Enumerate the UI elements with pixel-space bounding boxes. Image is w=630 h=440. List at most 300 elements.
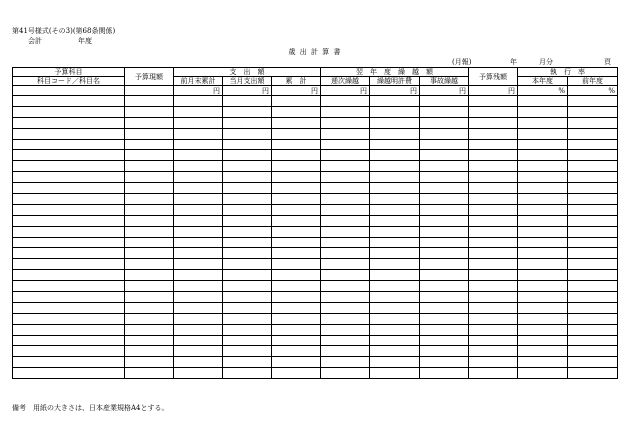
table-cell xyxy=(469,270,518,281)
table-row xyxy=(13,161,618,172)
table-cell xyxy=(13,346,125,357)
table-cell xyxy=(568,324,618,335)
table-cell xyxy=(174,357,223,368)
header-expenditure: 支 出 額 xyxy=(174,68,321,77)
table-cell xyxy=(518,139,568,150)
header-prev-month-total: 前月末累計 xyxy=(174,77,223,86)
table-cell xyxy=(518,324,568,335)
table-cell xyxy=(125,96,174,107)
table-cell xyxy=(321,161,370,172)
table-cell xyxy=(223,237,272,248)
table-cell xyxy=(518,150,568,161)
table-cell xyxy=(13,270,125,281)
table-cell xyxy=(469,313,518,324)
table-cell xyxy=(223,335,272,346)
table-cell xyxy=(321,324,370,335)
table-cell xyxy=(370,281,420,292)
table-cell xyxy=(370,324,420,335)
table-cell xyxy=(223,357,272,368)
table-cell xyxy=(469,346,518,357)
table-row xyxy=(13,357,618,368)
table-cell xyxy=(370,357,420,368)
table-cell xyxy=(321,357,370,368)
table-cell xyxy=(469,357,518,368)
table-cell xyxy=(174,117,223,128)
table-cell xyxy=(13,368,125,379)
table-row xyxy=(13,335,618,346)
table-cell xyxy=(321,270,370,281)
table-cell xyxy=(370,313,420,324)
table-cell xyxy=(518,346,568,357)
table-cell xyxy=(420,183,469,194)
table-cell xyxy=(568,172,618,183)
table-cell xyxy=(568,139,618,150)
table-cell xyxy=(420,150,469,161)
table-cell xyxy=(469,215,518,226)
table-cell xyxy=(420,96,469,107)
table-cell xyxy=(568,150,618,161)
table-cell xyxy=(370,172,420,183)
table-cell xyxy=(518,194,568,205)
table-cell xyxy=(469,248,518,259)
table-row xyxy=(13,106,618,117)
table-cell xyxy=(321,313,370,324)
header-this-year: 本年度 xyxy=(518,77,568,86)
table-cell xyxy=(469,194,518,205)
table-cell xyxy=(272,226,321,237)
table-cell xyxy=(568,292,618,303)
table-cell xyxy=(272,172,321,183)
fiscal-year-label: 年度 xyxy=(78,37,92,45)
table-row xyxy=(13,183,618,194)
unit-cell xyxy=(13,86,125,96)
unit-cell: 円 xyxy=(469,86,518,96)
table-cell xyxy=(174,324,223,335)
table-row xyxy=(13,259,618,270)
table-row xyxy=(13,204,618,215)
table-row xyxy=(13,346,618,357)
unit-cell: % xyxy=(568,86,618,96)
table-cell xyxy=(174,270,223,281)
table-cell xyxy=(469,368,518,379)
table-cell xyxy=(518,161,568,172)
table-cell xyxy=(272,183,321,194)
table-cell xyxy=(370,106,420,117)
table-cell xyxy=(370,96,420,107)
table-cell xyxy=(272,292,321,303)
table-cell xyxy=(518,215,568,226)
table-cell xyxy=(125,270,174,281)
table-cell xyxy=(223,183,272,194)
header-last-year: 前年度 xyxy=(568,77,618,86)
table-row xyxy=(13,248,618,259)
table-cell xyxy=(321,226,370,237)
table-cell xyxy=(469,139,518,150)
table-cell xyxy=(13,215,125,226)
table-cell xyxy=(469,128,518,139)
table-cell xyxy=(420,270,469,281)
table-cell xyxy=(223,259,272,270)
table-cell xyxy=(13,292,125,303)
table-cell xyxy=(469,106,518,117)
table-cell xyxy=(321,259,370,270)
table-cell xyxy=(568,161,618,172)
monthly-label: (月報) xyxy=(452,58,472,66)
table-cell xyxy=(420,248,469,259)
unit-cell: 円 xyxy=(223,86,272,96)
table-cell xyxy=(125,357,174,368)
table-cell xyxy=(469,237,518,248)
table-cell xyxy=(125,150,174,161)
table-row xyxy=(13,172,618,183)
table-cell xyxy=(321,237,370,248)
table-cell xyxy=(272,313,321,324)
table-cell xyxy=(568,183,618,194)
header-budget-item: 予算科目 xyxy=(13,68,125,77)
table-cell xyxy=(321,194,370,205)
page-label: 頁 xyxy=(604,58,611,66)
table-cell xyxy=(568,204,618,215)
account-label: 会計 xyxy=(28,37,42,45)
table-cell xyxy=(321,117,370,128)
table-cell xyxy=(568,259,618,270)
table-cell xyxy=(223,139,272,150)
unit-cell: 円 xyxy=(321,86,370,96)
table-cell xyxy=(518,226,568,237)
table-cell xyxy=(272,270,321,281)
table-cell xyxy=(272,259,321,270)
table-cell xyxy=(469,96,518,107)
table-cell xyxy=(420,226,469,237)
table-cell xyxy=(420,302,469,313)
table-cell xyxy=(420,128,469,139)
table-cell xyxy=(13,150,125,161)
table-cell xyxy=(370,117,420,128)
table-cell xyxy=(370,368,420,379)
table-cell xyxy=(13,117,125,128)
table-cell xyxy=(469,324,518,335)
table-cell xyxy=(568,368,618,379)
table-cell xyxy=(321,368,370,379)
table-cell xyxy=(420,292,469,303)
table-cell xyxy=(13,302,125,313)
table-cell xyxy=(223,204,272,215)
table-cell xyxy=(568,270,618,281)
table-cell xyxy=(469,172,518,183)
table-cell xyxy=(518,313,568,324)
table-cell xyxy=(223,324,272,335)
table-cell xyxy=(125,161,174,172)
table-cell xyxy=(568,96,618,107)
table-cell xyxy=(174,259,223,270)
month-label: 月分 xyxy=(539,58,553,66)
table-cell xyxy=(518,270,568,281)
table-cell xyxy=(272,281,321,292)
table-cell xyxy=(370,215,420,226)
table-cell xyxy=(174,150,223,161)
table-cell xyxy=(174,226,223,237)
table-cell xyxy=(370,139,420,150)
table-row xyxy=(13,215,618,226)
table-cell xyxy=(518,259,568,270)
table-row xyxy=(13,237,618,248)
table-cell xyxy=(568,106,618,117)
table-cell xyxy=(420,346,469,357)
table-cell xyxy=(272,139,321,150)
table-cell xyxy=(125,281,174,292)
table-cell xyxy=(321,292,370,303)
table-cell xyxy=(272,117,321,128)
table-cell xyxy=(518,237,568,248)
table-cell xyxy=(272,150,321,161)
table-cell xyxy=(518,106,568,117)
table-cell xyxy=(223,346,272,357)
table-cell xyxy=(272,346,321,357)
table-cell xyxy=(223,226,272,237)
table-cell xyxy=(469,335,518,346)
table-cell xyxy=(223,270,272,281)
header-exec-rate: 執 行 率 xyxy=(518,68,618,77)
table-cell xyxy=(469,150,518,161)
table-cell xyxy=(125,313,174,324)
table-cell xyxy=(518,335,568,346)
table-row xyxy=(13,324,618,335)
table-cell xyxy=(125,324,174,335)
expenditure-table xyxy=(12,67,618,379)
table-cell xyxy=(13,183,125,194)
table-cell xyxy=(174,281,223,292)
table-cell xyxy=(174,248,223,259)
table-cell xyxy=(420,204,469,215)
table-cell xyxy=(13,106,125,117)
table-cell xyxy=(420,368,469,379)
table-cell xyxy=(420,313,469,324)
table-row xyxy=(13,368,618,379)
table-cell xyxy=(174,215,223,226)
table-cell xyxy=(272,302,321,313)
table-cell xyxy=(174,183,223,194)
table-cell xyxy=(223,117,272,128)
table-cell xyxy=(223,106,272,117)
table-cell xyxy=(420,194,469,205)
table-cell xyxy=(568,302,618,313)
table-cell xyxy=(125,204,174,215)
table-cell xyxy=(370,270,420,281)
table-cell xyxy=(174,194,223,205)
table-cell xyxy=(518,204,568,215)
table-cell xyxy=(13,172,125,183)
table-cell xyxy=(568,335,618,346)
table-cell xyxy=(469,281,518,292)
unit-cell: 円 xyxy=(272,86,321,96)
table-cell xyxy=(174,292,223,303)
table-cell xyxy=(370,204,420,215)
table-cell xyxy=(13,357,125,368)
table-cell xyxy=(321,302,370,313)
table-cell xyxy=(469,292,518,303)
table-cell xyxy=(174,237,223,248)
table-cell xyxy=(370,183,420,194)
table-cell xyxy=(125,128,174,139)
table-cell xyxy=(223,313,272,324)
table-row xyxy=(13,270,618,281)
table-cell xyxy=(174,172,223,183)
table-cell xyxy=(469,226,518,237)
table-cell xyxy=(568,313,618,324)
table-cell xyxy=(420,259,469,270)
table-cell xyxy=(223,161,272,172)
table-cell xyxy=(125,194,174,205)
table-cell xyxy=(125,183,174,194)
table-cell xyxy=(223,194,272,205)
table-cell xyxy=(321,172,370,183)
table-cell xyxy=(125,302,174,313)
table-cell xyxy=(125,346,174,357)
table-cell xyxy=(420,161,469,172)
table-cell xyxy=(125,335,174,346)
table-cell xyxy=(420,172,469,183)
table-cell xyxy=(125,215,174,226)
table-cell xyxy=(518,368,568,379)
table-cell xyxy=(518,248,568,259)
table-cell xyxy=(568,117,618,128)
table-cell xyxy=(370,161,420,172)
table-cell xyxy=(13,161,125,172)
header-item-code-name: 科目コード／科目名 xyxy=(13,77,125,86)
header-accident-carryover: 事故繰越 xyxy=(420,77,469,86)
table-cell xyxy=(272,335,321,346)
table-cell xyxy=(568,226,618,237)
table-cell xyxy=(321,106,370,117)
table-cell xyxy=(223,302,272,313)
table-row xyxy=(13,292,618,303)
table-cell xyxy=(125,292,174,303)
table-cell xyxy=(223,281,272,292)
table-cell xyxy=(518,128,568,139)
header-budget-balance: 予算残額 xyxy=(469,68,518,86)
table-cell xyxy=(174,161,223,172)
table-cell xyxy=(568,281,618,292)
table-cell xyxy=(174,128,223,139)
table-cell xyxy=(370,302,420,313)
header-budget-current: 予算現額 xyxy=(125,68,174,86)
table-cell xyxy=(420,281,469,292)
table-cell xyxy=(321,204,370,215)
table-cell xyxy=(272,161,321,172)
table-cell xyxy=(370,226,420,237)
table-cell xyxy=(223,215,272,226)
table-cell xyxy=(223,96,272,107)
table-row xyxy=(13,117,618,128)
table-cell xyxy=(321,96,370,107)
table-cell xyxy=(174,335,223,346)
table-cell xyxy=(272,128,321,139)
table-cell xyxy=(321,335,370,346)
table-cell xyxy=(13,226,125,237)
table-cell xyxy=(420,106,469,117)
unit-cell: 円 xyxy=(420,86,469,96)
table-cell xyxy=(174,302,223,313)
table-cell xyxy=(420,139,469,150)
table-cell xyxy=(13,204,125,215)
table-cell xyxy=(568,128,618,139)
table-cell xyxy=(518,292,568,303)
table-cell xyxy=(272,368,321,379)
table-cell xyxy=(272,194,321,205)
table-cell xyxy=(420,215,469,226)
table-cell xyxy=(13,259,125,270)
unit-cell xyxy=(125,86,174,96)
table-cell xyxy=(321,248,370,259)
table-cell xyxy=(370,248,420,259)
table-cell xyxy=(272,215,321,226)
table-cell xyxy=(174,313,223,324)
table-cell xyxy=(469,302,518,313)
table-cell xyxy=(125,248,174,259)
table-cell xyxy=(13,248,125,259)
table-cell xyxy=(518,96,568,107)
header-explicit-carryover: 逓次繰越 xyxy=(321,77,370,86)
table-cell xyxy=(13,281,125,292)
table-row xyxy=(13,150,618,161)
table-cell xyxy=(13,324,125,335)
table-cell xyxy=(223,150,272,161)
table-cell xyxy=(469,259,518,270)
table-cell xyxy=(125,117,174,128)
table-cell xyxy=(13,194,125,205)
table-cell xyxy=(370,237,420,248)
table-cell xyxy=(174,139,223,150)
table-cell xyxy=(518,172,568,183)
table-cell xyxy=(125,106,174,117)
header-current-month: 当月支出額 xyxy=(223,77,272,86)
table-cell xyxy=(469,117,518,128)
table-cell xyxy=(420,117,469,128)
table-cell xyxy=(518,117,568,128)
unit-cell: 円 xyxy=(370,86,420,96)
table-row xyxy=(13,302,618,313)
table-cell xyxy=(370,194,420,205)
table-cell xyxy=(272,237,321,248)
table-cell xyxy=(174,96,223,107)
table-cell xyxy=(223,172,272,183)
table-cell xyxy=(370,346,420,357)
table-cell xyxy=(420,237,469,248)
table-cell xyxy=(223,248,272,259)
table-row xyxy=(13,226,618,237)
table-cell xyxy=(272,357,321,368)
table-cell xyxy=(568,215,618,226)
header-cumulative: 累 計 xyxy=(272,77,321,86)
table-row xyxy=(13,96,618,107)
table-cell xyxy=(469,183,518,194)
table-cell xyxy=(174,346,223,357)
table-cell xyxy=(13,128,125,139)
table-cell xyxy=(321,150,370,161)
table-cell xyxy=(420,324,469,335)
table-cell xyxy=(518,281,568,292)
table-cell xyxy=(568,346,618,357)
header-carryover: 翌 年 度 繰 越 額 xyxy=(321,68,469,77)
table-cell xyxy=(420,335,469,346)
unit-cell: % xyxy=(518,86,568,96)
table-cell xyxy=(125,368,174,379)
table-cell xyxy=(370,150,420,161)
table-cell xyxy=(13,335,125,346)
table-cell xyxy=(321,139,370,150)
table-cell xyxy=(321,215,370,226)
table-cell xyxy=(272,204,321,215)
